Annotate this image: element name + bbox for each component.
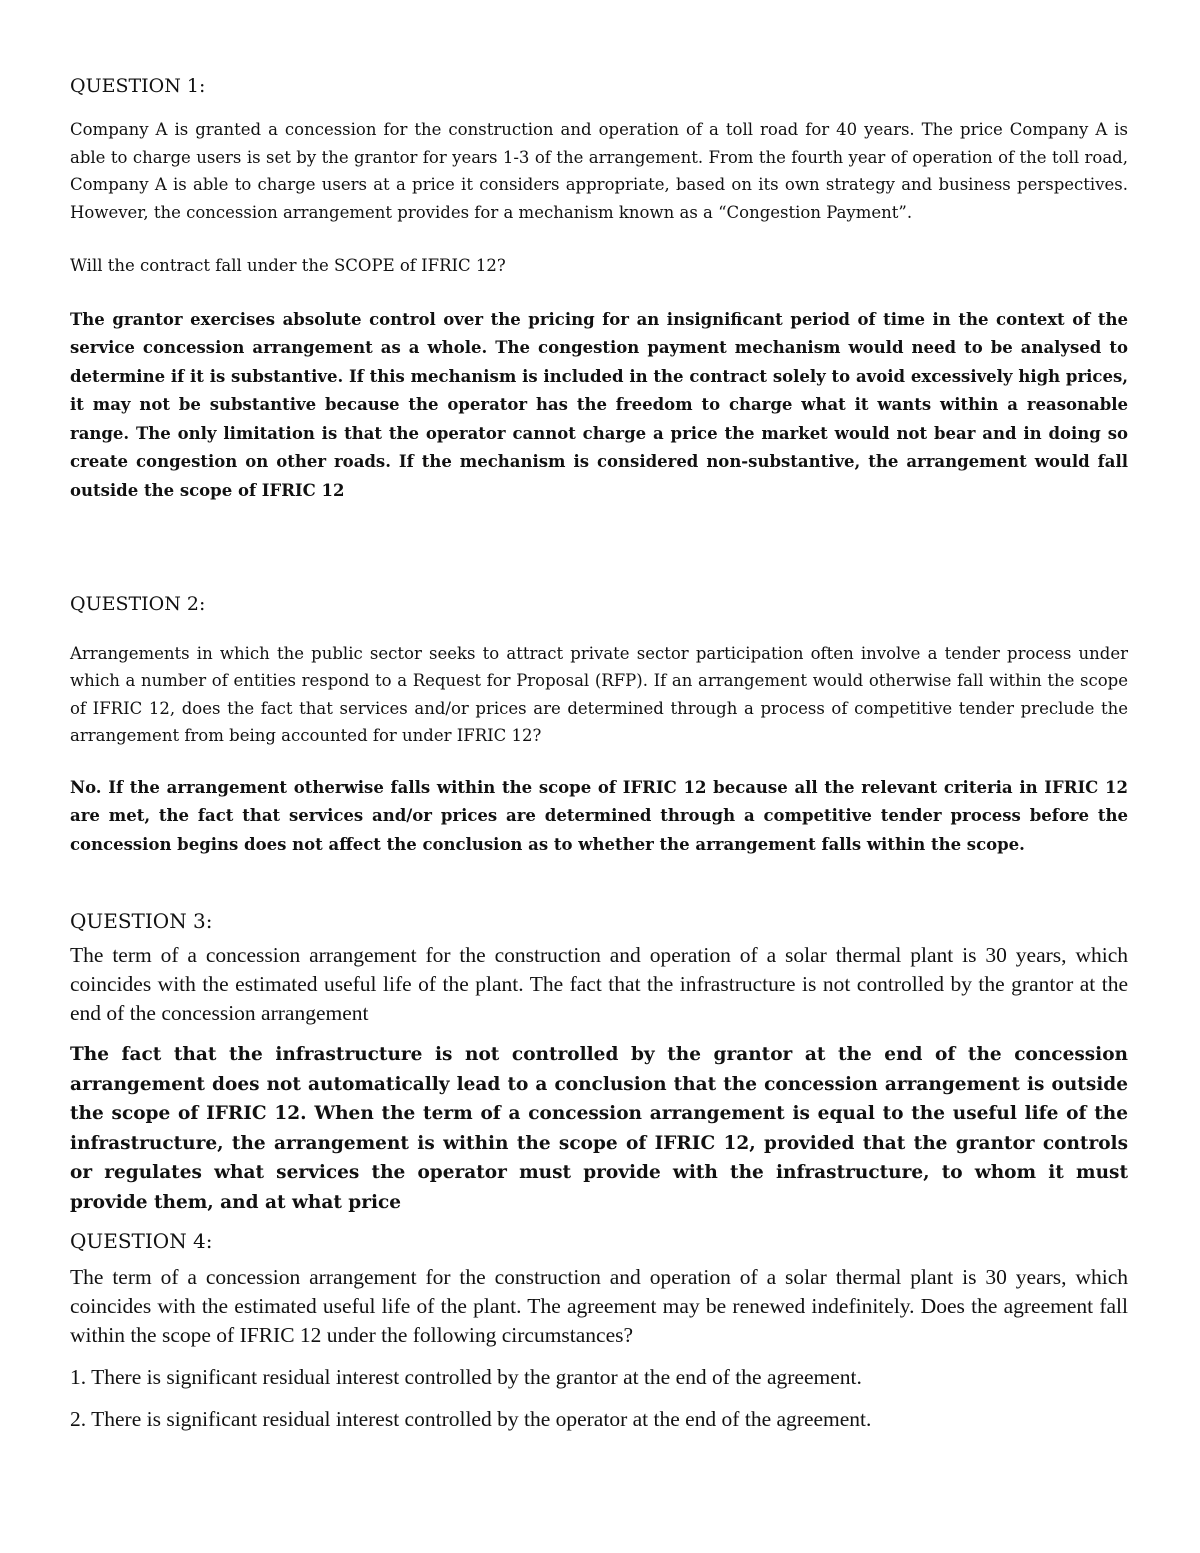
question-4-item-2: 2. There is significant residual interest controlled by the operator at the end of the agreement. [70,1407,872,1432]
question-4-heading: QUESTION 4: [70,1229,213,1254]
question-1-body: Company A is granted a concession for the construction and operation of a toll road for 40 years. The price Company A is able to charge users is set by the grantor for years 1-3 of the arrangement. From the fourth year of operation of the toll road, Company A is able to charge users at a price it considers appropriate, based on its own strategy and business perspectives. However, the concession arrangement provides for a mechanism known as a “Congestion Payment”. [70,120,1128,222]
question-2-answer: No. If the arrangement otherwise falls within the scope of IFRIC 12 because all the relevant criteria in IFRIC 12 are met, the fact that services and/or prices are determined through a competitive tender process before the concession begins does not affect the conclusion as to whether the arrangement falls within the scope. [70,777,1128,854]
document-page [70,72,1128,1434]
question-2-body: Arrangements in which the public sector seeks to attract private sector participation often involve a tender process under which a number of entities respond to a Request for Proposal (RFP). If an arrangement would otherwise fall within the scope of IFRIC 12, does the fact that services and/or prices are determined through a process of competitive tender preclude the arrangement from being accounted for under IFRIC 12? [70,643,1128,746]
question-3-heading: QUESTION 3: [70,909,213,934]
question-3-answer: The fact that the infrastructure is not controlled by the grantor at the end of the concession arrangement does not automatically lead to a conclusion that the concession arrangement is outside the scope of IFRIC 12. When the term of a concession arrangement is equal to the useful life of the infrastructure, the arrangement is within the scope of IFRIC 12, provided that the grantor controls or regulates what services the operator must provide with the infrastructure, to whom it must provide them, and at what price [70,1044,1128,1213]
question-3-body: The term of a concession arrangement for the construction and operation of a solar thermal plant is 30 years, which coincides with the estimated useful life of the plant. The fact that the infrastructure is not controlled by the grantor at the end of the concession arrangement [70,943,1128,1026]
question-1-heading: QUESTION 1: [70,75,206,97]
question-1-prompt: Will the contract fall under the SCOPE of IFRIC 12? [70,256,506,275]
question-4-body: The term of a concession arrangement for the construction and operation of a solar thermal plant is 30 years, which coincides with the estimated useful life of the plant. The agreement may be renewed indefinitely. Does the agreement fall within the scope of IFRIC 12 under the following circumstances? [70,1265,1128,1348]
question-4-item-1: 1. There is significant residual interest controlled by the grantor at the end of the agreement. [70,1365,862,1390]
question-1-answer: The grantor exercises absolute control over the pricing for an insignificant period of time in the context of the service concession arrangement as a whole. The congestion payment mechanism would need to be analysed to determine if it is substantive. If this mechanism is included in the contract solely to avoid excessively high prices, it may not be substantive because the operator has the freedom to charge what it wants within a reasonable range. The only limitation is that the operator cannot charge a price the market would not bear and in doing so create congestion on other roads. If the mechanism is considered non-substantive, the arrangement would fall outside the scope of IFRIC 12 [70,309,1128,501]
question-2-heading: QUESTION 2: [70,592,206,615]
